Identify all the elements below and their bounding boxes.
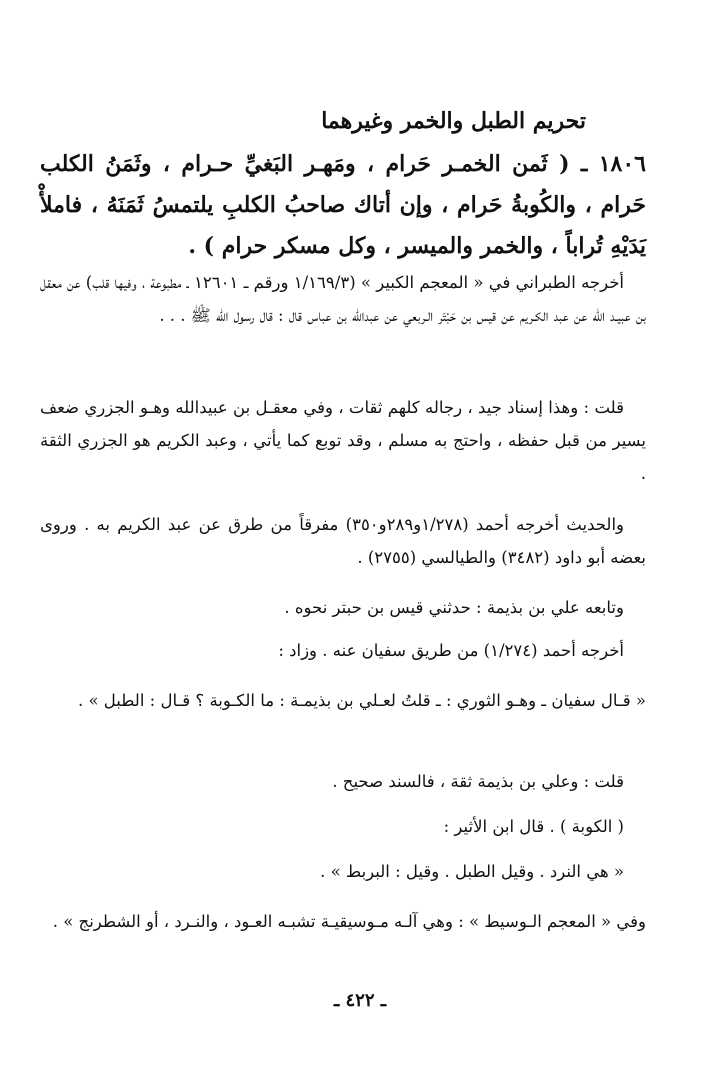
section-heading: تحريم الطبل والخمر وغيرهما <box>321 108 586 134</box>
ahmad-reference-paragraph: أخرجه أحمد (١/٢٧٤) من طريق سفيان عنه . وزاد : <box>278 641 624 660</box>
grading-paragraph: قلت : وعلي بن بذيمة ثقة ، فالسند صحيح . <box>332 772 624 791</box>
hadith-sources-paragraph: والحديث أخرجه أحمد (١/٢٧٨و٢٨٩و٣٥٠) مفرقاً من طرق عن عبد الكريم به . وروى بعضه أبو داود (٣٤٨٢) والطيالسي (٢٧٥٥) . <box>40 515 646 567</box>
comment-paragraph: قلت : وهذا إسناد جيد ، رجاله كلهم ثقات ، وفي معقـل بن عبيدالله وهـو الجزري ضعف يسير من قبل حفظه ، واحتج به مسلم ، وقد توبع كما يأتي ، وعبد الكريم هو الجزري الثقة . <box>40 398 646 483</box>
sufyan-quote-paragraph: « قـال سفيان ـ وهـو الثوري : ـ قلتُ لعـلي بن بذيمـة : ما الكـوبة ؟ قـال : الطبل » . <box>77 691 646 710</box>
mujam-wasit-paragraph: وفي « المعجم الـوسيط » : وهي آلـه مـوسيقيـة تشبـه العـود ، والنـرد ، أو الشطرنج » . <box>52 912 646 931</box>
hadith-text: ١٨٠٦ ـ ( ثَمن الخمـر حَرام ، ومَهـر البَغيِّ حـرام ، وثَمَنُ الكلب حَرام ، والكُوبةُ حَرام ، وإن أتاك صاحبُ الكلبِ يلتمسُ ثَمَنَهُ ، فاملأْ يَدَيْهِ تُراباً ، والخمر والميسر ، وكل مسكر حرام ) . <box>40 151 646 259</box>
page-number: ـ ٤٢٢ ـ <box>333 990 387 1011</box>
mutaba-paragraph: وتابعه علي بن بذيمة : حدثني قيس بن حبتر نحوه . <box>284 598 624 617</box>
takhrij-paragraph: أخرجه الطبراني في « المعجم الكبير » (١/١٦٩/٣ ورقم ـ ١٢٦٠١ ـ مطبوعة ، وفيها قلب) عن معقل بن عبيـد الله عن عبد الكـريم عن قيس بن حَبْتَر الـربعي عن عبدالله بن عباس قال : قال رسول الله ﷺ . . . <box>40 273 646 325</box>
kuba-definition-intro: ( الكوبة ) . قال ابن الأثير : <box>443 817 624 836</box>
ibn-athir-quote: « هي النرد . وقيل الطبل . وقيل : البربط » . <box>320 862 624 881</box>
